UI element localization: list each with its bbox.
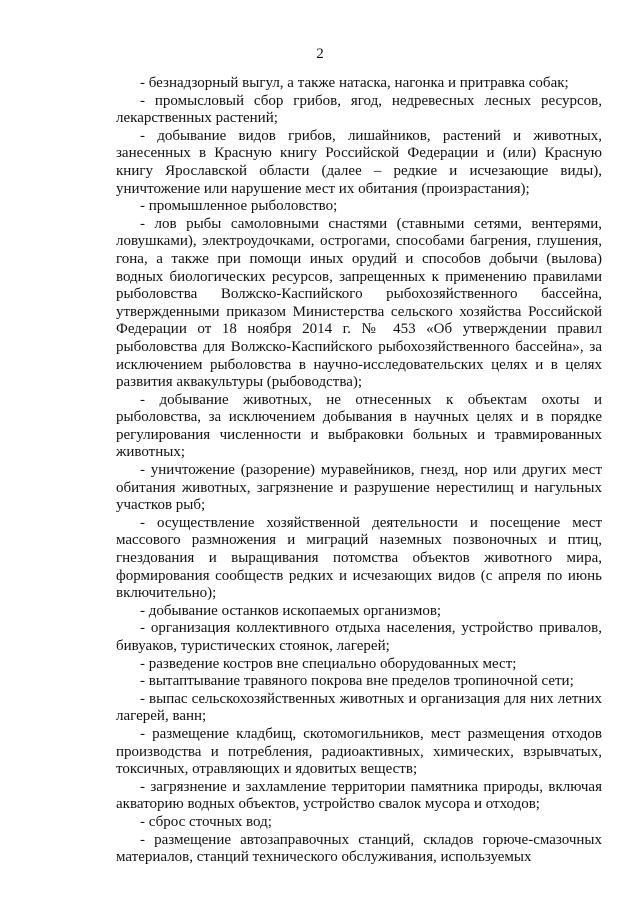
paragraph: - добывание видов грибов, лишайников, растений и животных, занесенных в Красную книгу Российской Федерации и (или) Красную книгу Ярославской области (далее – редкие и исчезающие виды), уничтожение или нарушение мест их обитания (произрастания); — [116, 127, 602, 197]
paragraph: - сброс сточных вод; — [140, 813, 272, 830]
paragraph: - промысловый сбор грибов, ягод, недревесных лесных ресурсов, лекарственных растений; — [116, 92, 602, 127]
paragraph: - организация коллективного отдыха населения, устройство привалов, бивуаков, туристических стоянок, лагерей; — [116, 620, 602, 654]
page-number: 2 — [316, 46, 324, 62]
paragraph: - разведение костров вне специально оборудованных мест; — [140, 655, 517, 672]
paragraph: - добывание животных, не отнесенных к объектам охоты и рыболовства, за исключением добывания в научных целях и в порядке регулирования численности и выбраковки больных и травмированных животных; — [116, 391, 602, 461]
paragraph: - размещение кладбищ, скотомогильников, мест размещения отходов производства и потребления, радиоактивных, химических, взрывчатых, токсичных, отравляющих и ядовитых веществ; — [116, 725, 602, 778]
paragraph: - безнадзорный выгул, а также натаска, нагонка и притравка собак; — [140, 75, 569, 91]
paragraph: - лов рыбы самоловными снастями (ставными сетями, вентерями, ловушками), электроудочками, острогами, способами багрения, глушения, гона, а также при помощи иных орудий и способов добычи (вылова) водных биологических ресурсов, запрещенных к применению правилами рыболовства Волжско-Каспийского рыбохозяйственного бассейна, утвержденными приказом Министерства сельского хозяйства Российской Федерации от 18 ноября 2014 г. № 453 «Об утверждении правил рыболовства для Волжско-Каспийского рыбохозяйственного бассейна», за исключением рыболовства в научно-исследовательских целях и в целях развития аквакультуры (рыбоводства); — [116, 215, 602, 391]
paragraph: - уничтожение (разорение) муравейников, гнезд, нор или других мест обитания животных, загрязнение и разрушение нерестилищ и нагульных участков рыб; — [116, 462, 602, 514]
paragraph: - добывание останков ископаемых организмов; — [140, 602, 442, 619]
document-body — [116, 75, 602, 867]
paragraph: - выпас сельскохозяйственных животных и организация для них летних лагерей, ванн; — [116, 690, 602, 725]
paragraph: - размещение автозаправочных станций, складов горюче-смазочных материалов, станций технического обслуживания, используемых — [116, 831, 602, 866]
paragraph: - загрязнение и захламление территории памятника природы, включая акваторию водных объектов, устройство свалок мусора и отходов; — [116, 778, 602, 813]
paragraph: - вытаптывание травяного покрова вне пределов тропиночной сети; — [140, 673, 574, 690]
paragraph: - осуществление хозяйственной деятельности и посещение мест массового размножения и миграций наземных позвоночных и птиц, гнездования и выращивания потомства объектов животного мира, формирования сообществ редких и исчезающих видов (с апреля по июнь включительно); — [116, 514, 602, 602]
paragraph: - промышленное рыболовство; — [140, 198, 338, 215]
